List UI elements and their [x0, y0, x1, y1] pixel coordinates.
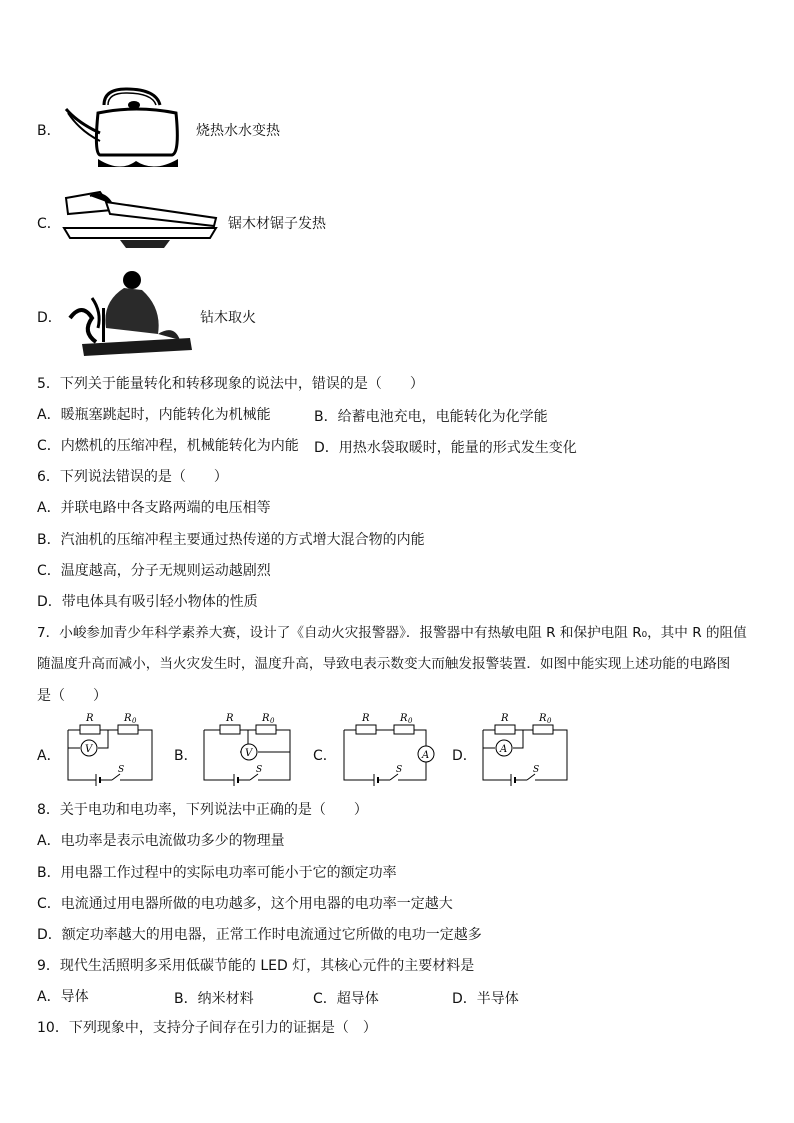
circuit-diagram-b	[198, 710, 296, 792]
resistor-r0-subscript: 0	[132, 717, 137, 725]
q6-option-b: B．汽油机的压缩冲程主要通过热传递的方式增大混合物的内能	[37, 532, 425, 548]
switch-label: S	[118, 765, 125, 775]
circuit-diagram-d	[477, 710, 573, 792]
saw-image	[60, 188, 220, 253]
resistor-r0-subscript: 0	[547, 717, 552, 725]
option-letter: B．	[37, 123, 61, 139]
resistor-r0-label: R	[124, 713, 132, 724]
q9-option-b: B．纳米材料	[174, 991, 254, 1007]
circuit-option-letter: B．	[174, 748, 198, 764]
q6-option-c: C．温度越高，分子无规则运动越剧烈	[37, 563, 271, 579]
q9-option-a: A．导体	[37, 989, 89, 1005]
q5-option-a: A．暖瓶塞跳起时，内能转化为机械能	[37, 407, 271, 423]
option-caption: 锯木材锯子发热	[228, 216, 326, 232]
q5-option-c: C．内燃机的压缩冲程，机械能转化为内能	[37, 438, 299, 454]
q6-option-d: D．带电体具有吸引轻小物体的性质	[37, 594, 258, 610]
voltmeter-label: V	[245, 748, 253, 759]
question-7-line3: 是（ ）	[37, 688, 107, 704]
resistor-r0-label: R	[262, 713, 270, 724]
circuit-option-letter: D．	[452, 748, 477, 764]
resistor-r-label: R	[362, 713, 370, 724]
circuit-option-letter: A．	[37, 748, 61, 764]
q9-option-d: D．半导体	[452, 991, 519, 1007]
q9-option-c: C．超导体	[313, 991, 379, 1007]
resistor-r0-label: R	[539, 713, 547, 724]
ammeter-label: A	[422, 750, 430, 761]
ammeter-label: A	[500, 744, 508, 755]
switch-label: S	[256, 765, 263, 775]
switch-label: S	[396, 765, 403, 775]
resistor-r0-subscript: 0	[270, 717, 275, 725]
resistor-r0-label: R	[400, 713, 408, 724]
circuit-diagram-a	[62, 710, 157, 792]
question-7-line1: 7．小峻参加青少年科学素养大赛，设计了《自动火灾报警器》．报警器中有热敏电阻 R 和保护电阻 R₀，其中 R 的阻值	[37, 625, 747, 641]
q5-option-d: D．用热水袋取暖时，能量的形式发生变化	[314, 440, 577, 456]
option-letter: C．	[37, 216, 61, 232]
resistor-r-label: R	[226, 713, 234, 724]
option-caption: 烧热水水变热	[196, 123, 280, 139]
circuit-diagram-c	[338, 710, 438, 792]
question-10-stem: 10．下列现象中，支持分子间存在引力的证据是（ ）	[37, 1020, 377, 1036]
kettle-image	[60, 83, 192, 173]
q8-option-b: B．用电器工作过程中的实际电功率可能小于它的额定功率	[37, 865, 397, 881]
q8-option-d: D．额定功率越大的用电器，正常工作时电流通过它所做的电功一定越多	[37, 927, 482, 943]
drill-fire-image	[62, 268, 197, 360]
voltmeter-label: V	[85, 744, 93, 755]
question-8-stem: 8．关于电功和电功率，下列说法中正确的是（ ）	[37, 802, 368, 818]
question-9-stem: 9．现代生活照明多采用低碳节能的 LED 灯，其核心元件的主要材料是	[37, 958, 475, 974]
question-6-stem: 6．下列说法错误的是（ ）	[37, 469, 228, 485]
question-7-line2: 随温度升高而减小，当火灾发生时，温度升高，导致电表示数变大而触发报警装置．如图中能实现上述功能的电路图	[37, 656, 731, 672]
question-5-stem: 5．下列关于能量转化和转移现象的说法中，错误的是（ ）	[37, 376, 424, 392]
q8-option-c: C．电流通过用电器所做的电功越多，这个用电器的电功率一定越大	[37, 896, 453, 912]
q8-option-a: A．电功率是表示电流做功多少的物理量	[37, 833, 285, 849]
q6-option-a: A．并联电路中各支路两端的电压相等	[37, 500, 271, 516]
option-letter: D．	[37, 310, 62, 326]
resistor-r-label: R	[86, 713, 94, 724]
q5-option-b: B．给蓄电池充电，电能转化为化学能	[314, 409, 548, 425]
switch-label: S	[533, 765, 540, 775]
option-caption: 钻木取火	[200, 310, 256, 326]
resistor-r-label: R	[501, 713, 509, 724]
circuit-option-letter: C．	[313, 748, 337, 764]
resistor-r0-subscript: 0	[408, 717, 413, 725]
